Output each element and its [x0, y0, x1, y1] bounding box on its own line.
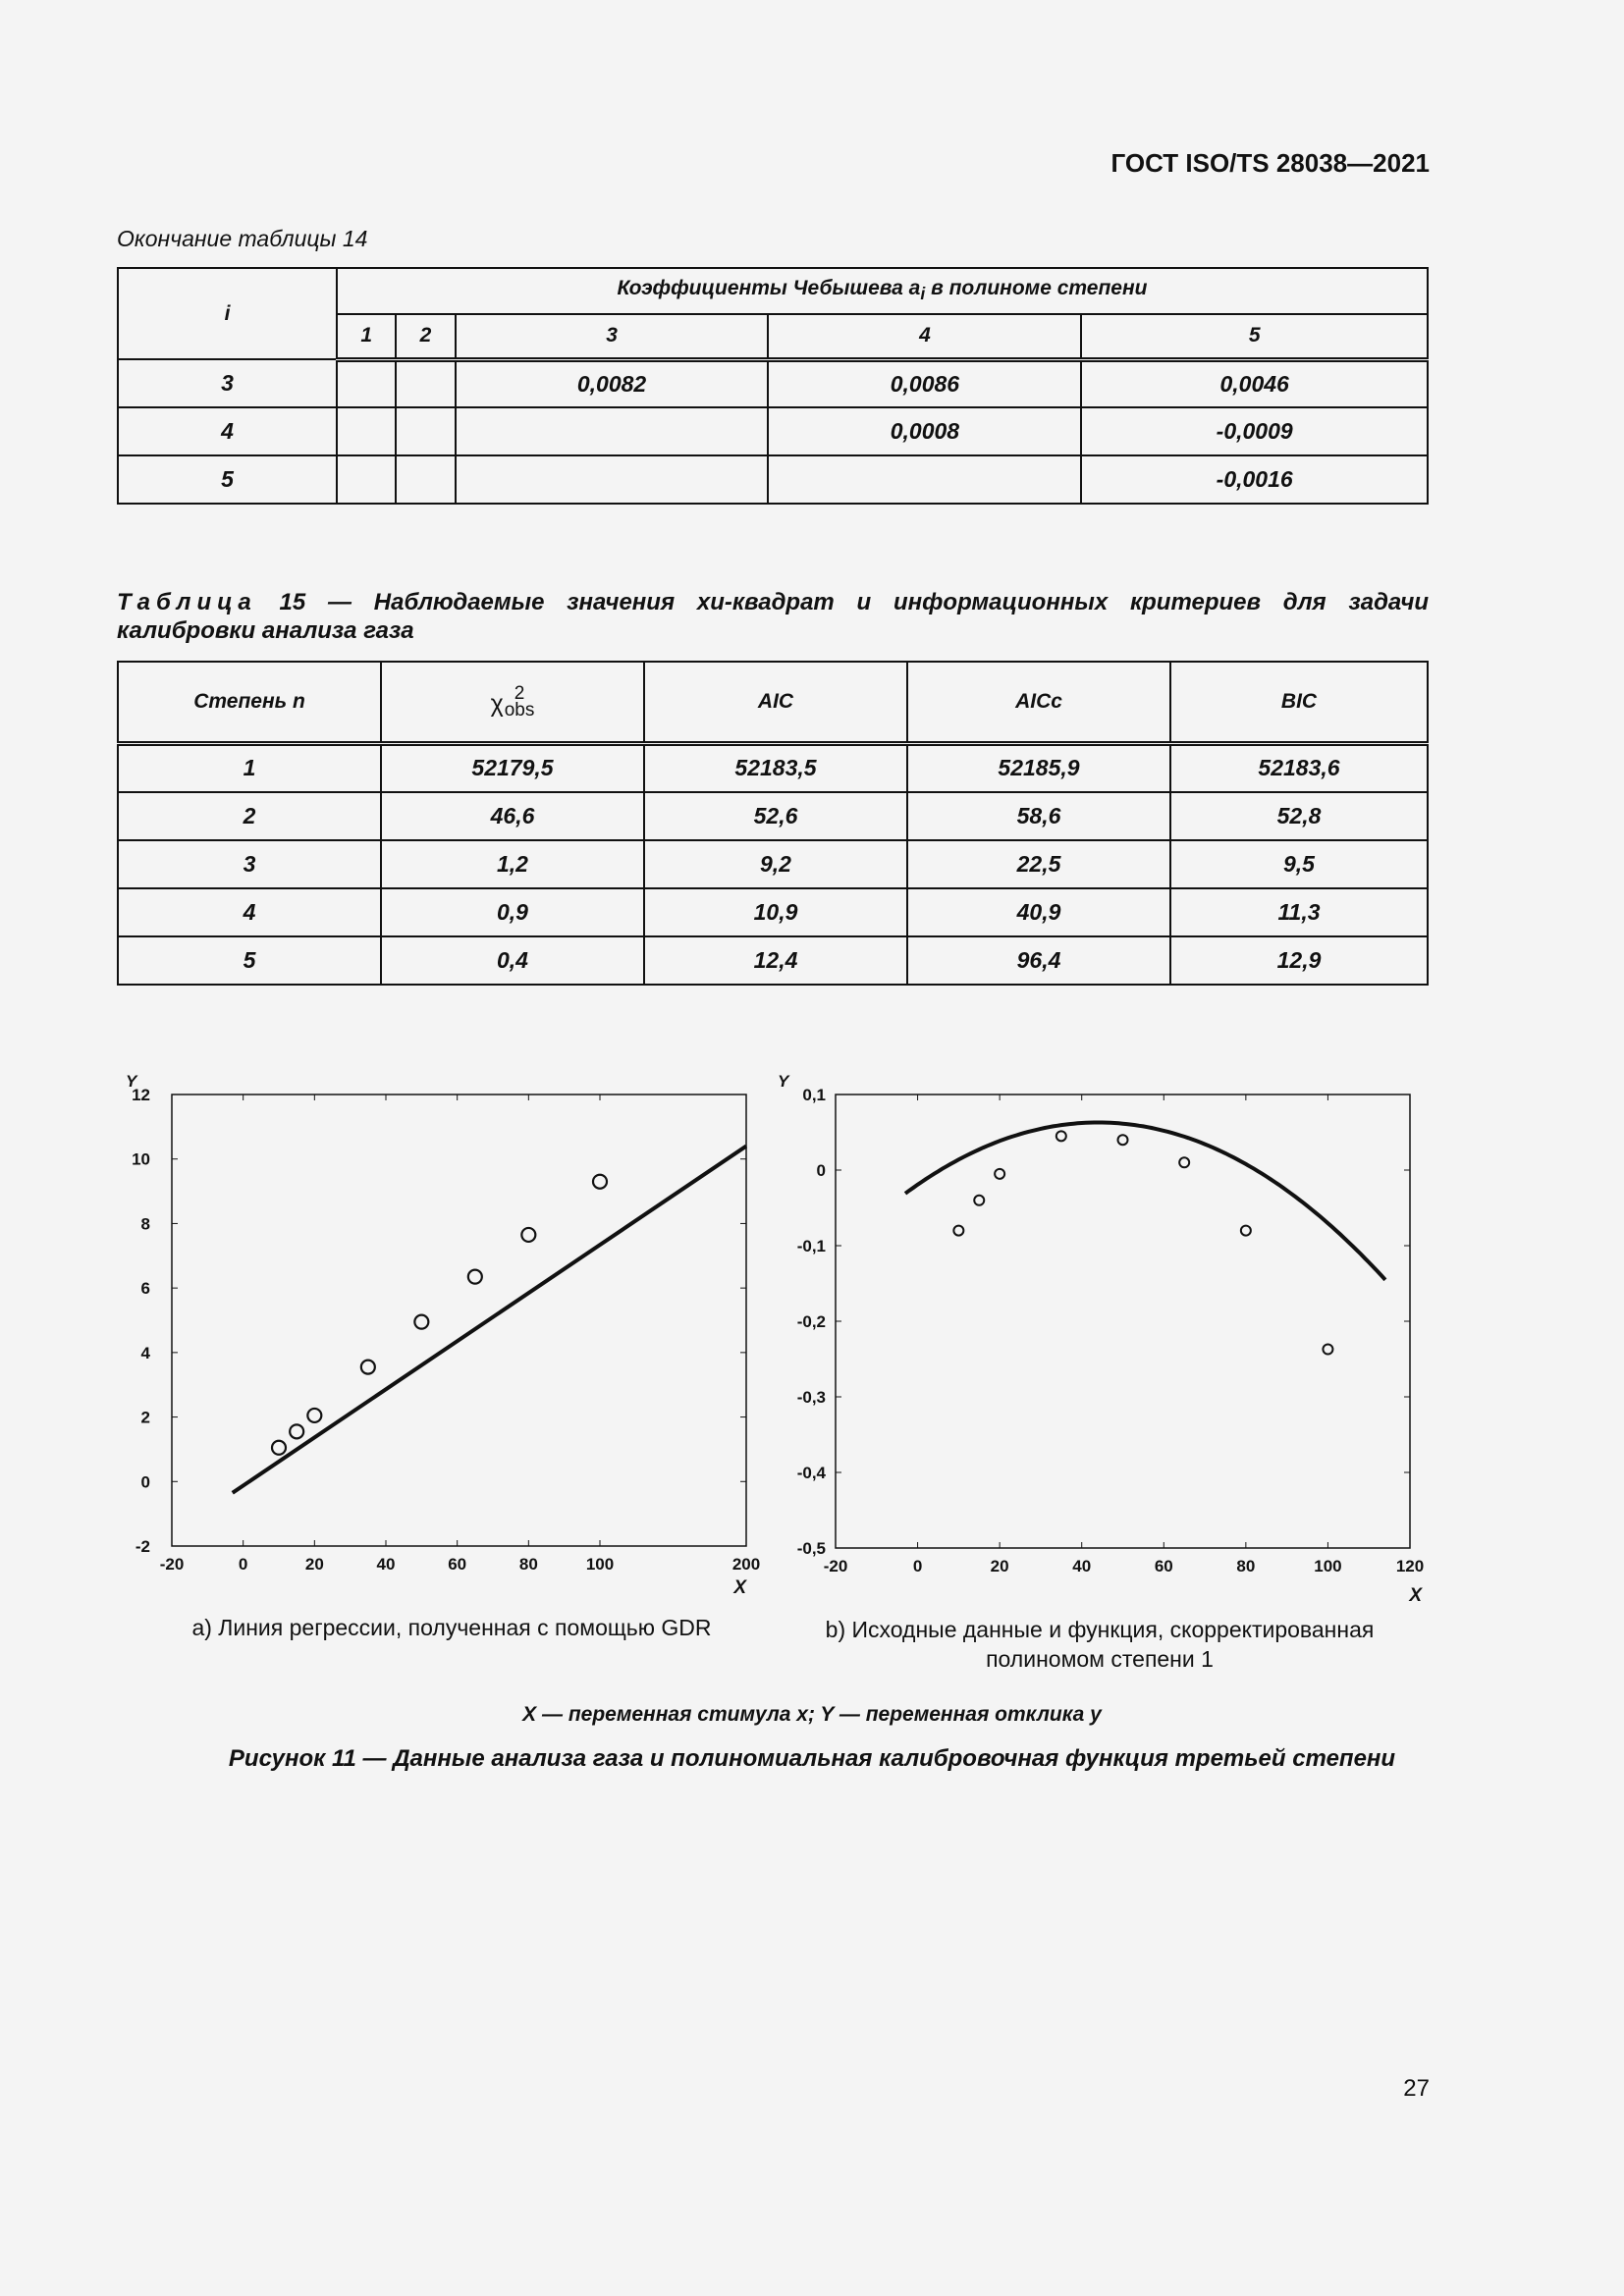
x-tick-label: 100	[585, 1555, 615, 1574]
chart-a	[108, 1065, 761, 1615]
page-number: 27	[1403, 2075, 1430, 2102]
y-tick-label: 12	[132, 1086, 150, 1104]
x-tick-label: 200	[731, 1555, 761, 1574]
x-tick-label: 60	[1154, 1557, 1173, 1575]
data-point	[1056, 1131, 1066, 1141]
table-row: 3 1,2 9,2 22,5 9,5	[118, 840, 1428, 888]
regression-line	[233, 1147, 746, 1493]
table-15	[117, 661, 1429, 986]
data-point	[953, 1226, 963, 1236]
degree-header: 3	[456, 314, 769, 359]
y-tick-label: -0,4	[796, 1464, 826, 1482]
x-tick-label: 80	[1236, 1557, 1256, 1575]
data-point	[272, 1441, 286, 1455]
table15-caption: Таблица 15 — Наблюдаемые значения хи-квадрат и информационных критериев для задачи	[117, 589, 1429, 615]
col-header-aic: AIC	[644, 662, 907, 743]
y-tick-label: 0,1	[802, 1086, 826, 1104]
table-row: 3 0,0082 0,0086 0,0046	[118, 359, 1428, 407]
x-tick-label: 100	[1314, 1557, 1342, 1575]
table14-caption: Окончание таблицы 14	[117, 226, 368, 251]
x-tick-label: 20	[990, 1557, 1009, 1575]
data-point	[307, 1409, 321, 1422]
document-header: ГОСТ ISO/TS 28038—2021	[1110, 148, 1430, 178]
y-tick-label: 6	[140, 1279, 150, 1299]
chart-b	[766, 1065, 1443, 1615]
table-row: 4 0,9 10,9 40,9 11,3	[118, 888, 1428, 936]
data-point	[593, 1175, 607, 1189]
table-row: 4 0,0008 -0,0009	[118, 407, 1428, 455]
fitted-curve	[905, 1123, 1385, 1280]
col-header-aicc: AICc	[907, 662, 1170, 743]
table-row: 5 -0,0016	[118, 455, 1428, 504]
data-point	[1323, 1344, 1332, 1354]
y-tick-label: 4	[140, 1343, 150, 1362]
table-row: 2 46,6 52,6 58,6 52,8	[118, 792, 1428, 840]
x-tick-label: 0	[912, 1557, 923, 1575]
y-tick-label: -0,3	[796, 1388, 826, 1407]
data-point	[1241, 1226, 1251, 1236]
data-point	[361, 1361, 375, 1374]
y-tick-label: 10	[132, 1149, 150, 1169]
x-tick-label: 0	[238, 1555, 248, 1574]
y-tick-label: -0,2	[796, 1312, 826, 1331]
y-axis-label: Y	[126, 1072, 137, 1091]
y-tick-label: -0,5	[796, 1539, 826, 1558]
table-row: 1 52179,5 52183,5 52185,9 52183,6	[118, 743, 1428, 792]
y-tick-label: -2	[135, 1537, 150, 1556]
y-tick-label: 8	[140, 1214, 150, 1234]
y-axis-label: Y	[778, 1072, 789, 1091]
y-tick-label: 2	[140, 1408, 150, 1427]
x-tick-label: 80	[518, 1555, 538, 1574]
x-tick-label: -20	[823, 1557, 848, 1575]
col-header-chi: χ 2 obs	[381, 662, 644, 743]
x-axis-label: X	[733, 1577, 746, 1598]
data-point	[290, 1424, 303, 1438]
table-14	[117, 267, 1429, 505]
x-tick-label: 60	[448, 1555, 467, 1574]
group-header: Коэффициенты Чебышева $a_i$ в полиноме степени	[337, 268, 1428, 314]
table15-caption-line2: калибровки анализа газа	[117, 617, 414, 644]
plot-frame	[172, 1095, 746, 1546]
col-header-i: i	[118, 268, 337, 359]
data-point	[468, 1270, 482, 1284]
y-tick-label: -0,1	[796, 1237, 826, 1255]
table-row: 5 0,4 12,4 96,4 12,9	[118, 936, 1428, 985]
col-header-degree: Степень n	[118, 662, 381, 743]
x-tick-label: 40	[376, 1555, 396, 1574]
col-header-bic: BIC	[1170, 662, 1428, 743]
y-tick-label: 0	[816, 1161, 826, 1180]
x-tick-label: 20	[304, 1555, 324, 1574]
data-point	[974, 1196, 984, 1205]
x-axis-label: X	[1409, 1585, 1422, 1606]
data-point	[521, 1228, 535, 1242]
data-point	[414, 1315, 428, 1329]
y-tick-label: 0	[140, 1472, 150, 1492]
figure-note: X — переменная стимула x; Y — переменная отклика y	[522, 1703, 1102, 1726]
degree-header: 1	[337, 314, 396, 359]
figure-caption-b: b) Исходные данные и функция, скорректированная полиномом степени 1	[825, 1617, 1375, 1672]
data-point	[995, 1169, 1004, 1179]
x-tick-label: 40	[1072, 1557, 1092, 1575]
figure-caption: Рисунок 11 — Данные анализа газа и полиномиальная калибровочная функция третьей степени	[228, 1745, 1396, 1772]
data-point	[1118, 1135, 1128, 1145]
degree-header: 5	[1081, 314, 1428, 359]
plot-frame	[836, 1095, 1410, 1548]
figure-caption-a: а) Линия регрессии, полученная с помощью GDR	[191, 1615, 712, 1640]
data-point	[1179, 1157, 1189, 1167]
degree-header: 2	[396, 314, 455, 359]
x-tick-label: 120	[1395, 1557, 1425, 1575]
x-tick-label: -20	[159, 1555, 185, 1574]
degree-header: 4	[768, 314, 1081, 359]
